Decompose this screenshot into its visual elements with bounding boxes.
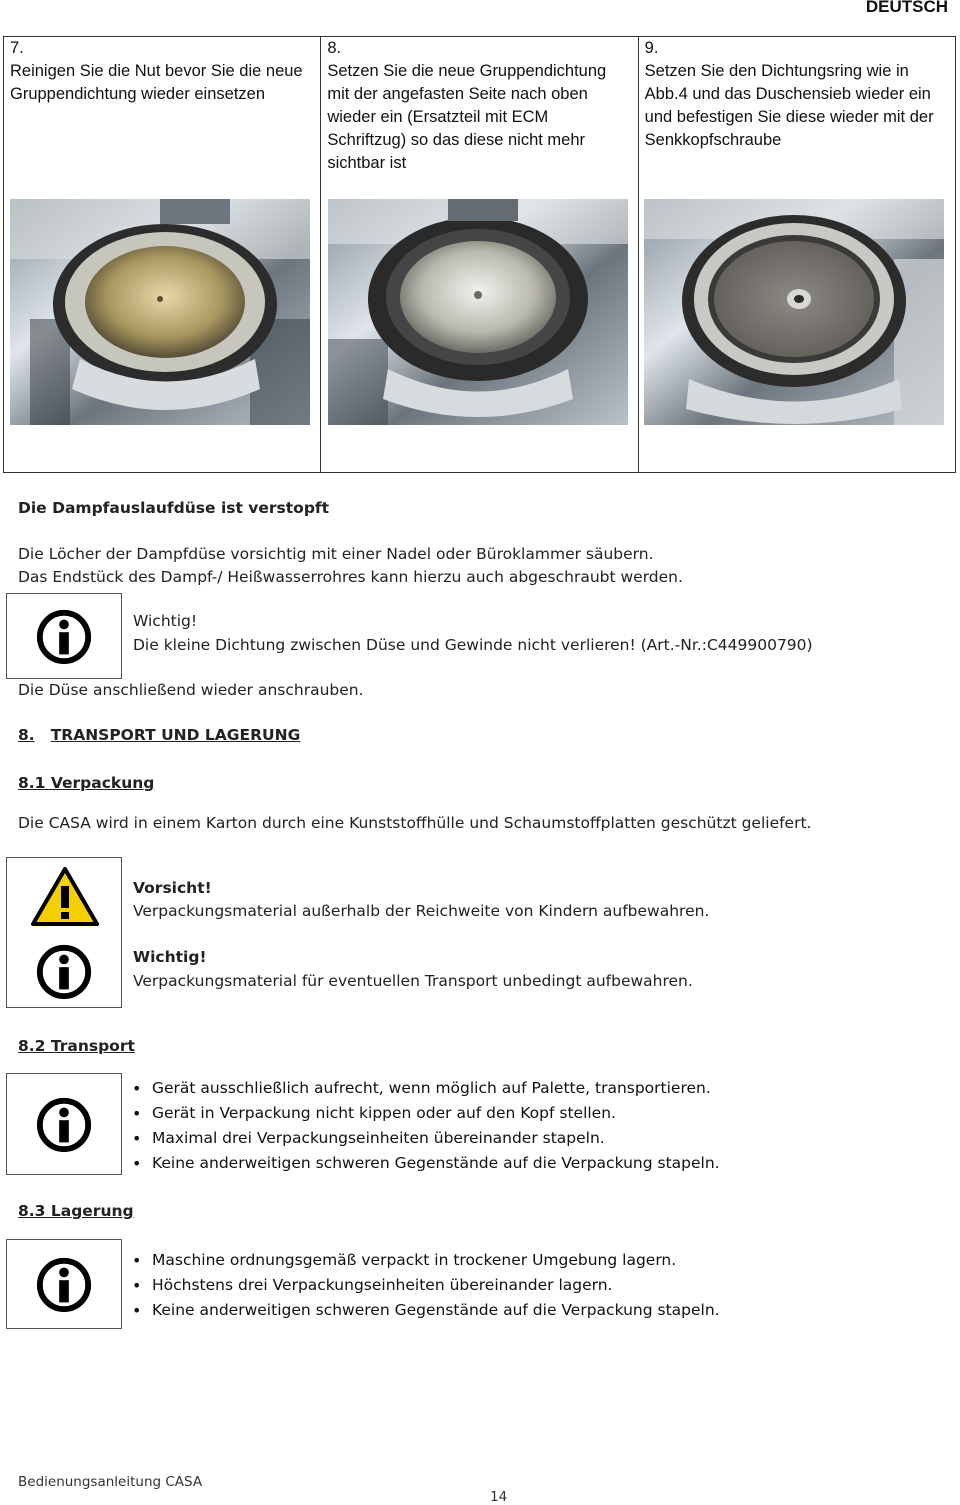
- important-title: Wichtig!: [133, 948, 207, 966]
- reattach-nozzle-text: Die Düse anschließend wieder anschrauben.: [18, 681, 364, 699]
- warning-icon: [30, 866, 100, 928]
- transport-heading: 8.2 Transport: [18, 1037, 135, 1055]
- caution-title: Vorsicht!: [133, 879, 212, 897]
- steam-nozzle-line-2: Das Endstück des Dampf-/ Heißwasserrohres kann hierzu auch abgeschraubt werden.: [18, 568, 683, 586]
- info-icon: [35, 943, 93, 1001]
- info-icon: [35, 608, 93, 666]
- step-8-number: 8.: [327, 39, 342, 57]
- packaging-heading: 8.1 Verpackung: [18, 774, 155, 792]
- language-label: DEUTSCH: [865, 0, 948, 16]
- step-9-text: Setzen Sie den Dichtungsring wie in Abb.4 und das Duschensieb wieder ein und befestigen Sie diese wieder mit der Senkkopfschraube: [644, 62, 934, 149]
- notice-text: Die kleine Dichtung zwischen Düse und Gewinde nicht verlieren! (Art.-Nr.:C449900790): [133, 636, 813, 654]
- step-9-cell: [639, 37, 955, 472]
- page-number: 14: [490, 1489, 508, 1505]
- packaging-text: Die CASA wird in einem Karton durch eine Kunststoffhülle und Schaumstoffplatten geschützt geliefert.: [18, 814, 812, 832]
- list-item: • Maschine ordnungsgemäß verpackt in trockener Umgebung lagern.: [126, 1248, 720, 1273]
- notice-title: Wichtig!: [133, 612, 198, 630]
- step-9-number: 9.: [644, 39, 659, 57]
- important-text: Verpackungsmaterial für eventuellen Transport unbedingt aufbewahren.: [133, 972, 693, 990]
- storage-icon-box: [6, 1239, 122, 1329]
- step-7-cell: [4, 37, 321, 472]
- section-8-number: 8.: [18, 726, 35, 744]
- list-item: • Keine anderweitigen schweren Gegenstände auf die Verpackung stapeln.: [126, 1298, 720, 1323]
- list-item: • Keine anderweitigen schweren Gegenstände auf die Verpackung stapeln.: [126, 1151, 720, 1176]
- transport-icon-box: [6, 1073, 122, 1175]
- packaging-icons-box: [6, 857, 122, 1008]
- step-8-text: Setzen Sie die neue Gruppendichtung mit der angefasten Seite nach oben wieder ein (Ersatzteil mit ECM Schriftzug) so das diese nicht mehr sichtbar ist: [327, 62, 607, 172]
- storage-list: [126, 1248, 720, 1323]
- group-head-groove-photo: [10, 199, 310, 425]
- storage-heading: 8.3 Lagerung: [18, 1202, 134, 1220]
- step-7-number: 7.: [10, 39, 24, 57]
- section-8-title: TRANSPORT UND LAGERUNG: [50, 726, 301, 744]
- maintenance-steps-table: [3, 36, 956, 473]
- list-item: • Maximal drei Verpackungseinheiten übereinander stapeln.: [126, 1126, 720, 1151]
- shower-screen-photo: [644, 199, 944, 425]
- group-gasket-photo: [328, 199, 628, 425]
- caution-text: Verpackungsmaterial außerhalb der Reichweite von Kindern aufbewahren.: [133, 902, 710, 920]
- footer-manual-title: Bedienungsanleitung CASA: [18, 1474, 203, 1490]
- list-item: • Gerät ausschließlich aufrecht, wenn möglich auf Palette, transportieren.: [126, 1076, 720, 1101]
- step-8-cell: [321, 37, 638, 472]
- list-item: • Gerät in Verpackung nicht kippen oder auf den Kopf stellen.: [126, 1101, 720, 1126]
- info-icon: [35, 1096, 93, 1154]
- section-8-heading: [18, 724, 300, 746]
- info-icon: [35, 1256, 93, 1314]
- list-item: • Höchstens drei Verpackungseinheiten übereinander lagern.: [126, 1273, 720, 1298]
- step-7-text: Reinigen Sie die Nut bevor Sie die neue Gruppendichtung wieder einsetzen: [10, 62, 303, 103]
- steam-nozzle-line-1: Die Löcher der Dampfdüse vorsichtig mit einer Nadel oder Büroklammer säubern.: [18, 545, 654, 563]
- steam-nozzle-heading: Die Dampfauslaufdüse ist verstopft: [18, 499, 330, 517]
- notice-icon-box: [6, 593, 122, 679]
- transport-list: [126, 1076, 720, 1176]
